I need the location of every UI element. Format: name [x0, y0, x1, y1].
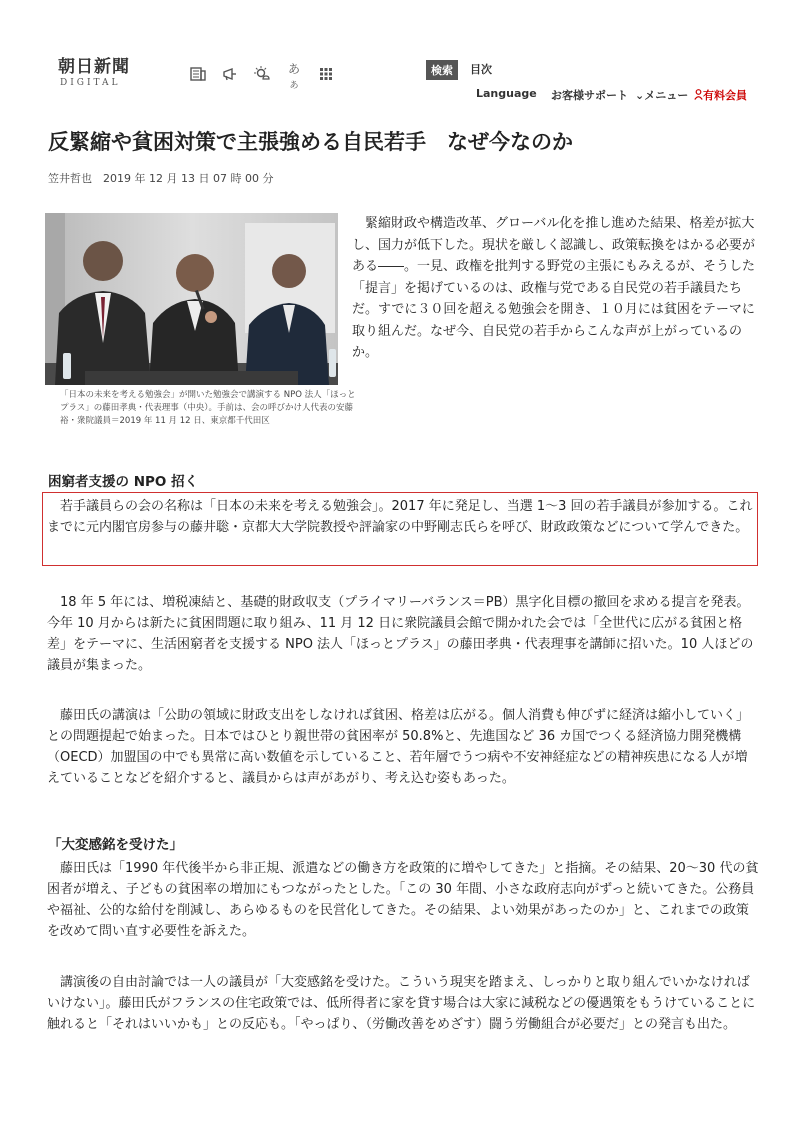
article-byline: 笠井哲也 2019 年 12 月 13 日 07 時 00 分 — [48, 172, 274, 185]
site-logo[interactable] — [58, 52, 130, 88]
section-heading-npo: 困窮者支援の NPO 招く — [48, 474, 199, 490]
toc-link[interactable]: 目次 — [470, 63, 492, 76]
photo-caption: 「日本の未来を考える勉強会」が開いた勉強会で講演する NPO 法人「ほっとプラス」の藤田孝典・代表理事（中央）。手前は、会の呼びかけ人代表の安藤裕・衆院議員＝2019 年 11 月 12 日、東京都千代田区 — [60, 390, 356, 426]
article-lead — [352, 213, 757, 364]
section-heading-impressed: 「大変感銘を受けた」 — [48, 837, 183, 853]
lead-indent — [352, 216, 365, 231]
font-size-icon[interactable]: ああ — [287, 62, 300, 91]
megaphone-icon[interactable] — [222, 67, 238, 85]
weather-icon[interactable] — [254, 66, 270, 86]
paragraph-4-text: 藤田氏は「1990 年代後半から非正規、派遣などの働き方を政策的に増やしてきた」と指摘。その結果、20～30 代の貧困者が増え、子どもの貧困率の増加にもつながったとした。「この 30 年間、小さな政府志向がずっと続いてきた。公務員や福祉、公的な給付を削減し、あらゆるものを民営化してきた。その結果、よい効果があったのか」と、これまでの政策を改めて問い直す必要性を訴えた。 — [47, 861, 759, 939]
member-link[interactable] — [694, 87, 747, 103]
grid-icon[interactable] — [318, 67, 334, 85]
newspaper-icon[interactable] — [190, 67, 206, 85]
person-icon — [694, 89, 703, 100]
member-label: 有料会員 — [703, 89, 747, 102]
toolbar-icons — [190, 60, 334, 91]
logo-japanese: 朝日新聞 — [58, 57, 130, 77]
paragraph-5 — [47, 972, 760, 1035]
paragraph-1-text: 若手議員らの会の名称は「日本の未来を考える勉強会」。2017 年に発足し、当選 1～3 回の若手議員が参加する。これまでに元内閣官房参与の藤井聡・京都大大学院教授や評論家の中野剛志氏らを呼び、財政政策などについて学んできた。 — [47, 499, 753, 535]
article-photo — [45, 213, 338, 385]
lead-text: 緊縮財政や構造改革、グローバル化を推し進めた結果、格差が拡大し、国力が低下した。現状を厳しく認識し、政策転換をはかる必要がある――。一見、政権を批判する野党の主張にもみえるが、そうした「提言」を掲げているのは、政権与党である自民党の若手議員たちだ。すでに３０回を超える勉強会を開き、１０月には貧困をテーマに取り組んだ。なぜ今、自民党の若手からこんな声が上がっているのか。 — [352, 216, 756, 360]
paragraph-4 — [47, 858, 760, 942]
paragraph-5-text: 講演後の自由討論では一人の議員が「大変感銘を受けた。こういう現実を踏まえ、しっかりと取り組んでいかなければいけない」。藤田氏がフランスの住宅政策では、低所得者に家を貸す場合は大家に減税などの優遇策をもうけていることに触れると「それはいいかも」との反応も。「やっぱり、（労働改善をめざす）闘う労働組合が必要だ」との発言も出た。 — [47, 975, 756, 1032]
support-link[interactable]: お客様サポート — [551, 89, 628, 102]
paragraph-2-text: 18 年 5 年には、増税凍結と、基礎的財政収支（プライマリーバランス＝PB）黒字化目標の撤回を求める提言を発表。今年 10 月からは新たに貧困問題に取り組み、11 月 12 日に衆院議員会館で開かれた会では「全世代に広がる貧困と格差」をテーマに、生活困窮者を支援する NPO 法人「ほっとプラス」の藤田孝典・代表理事を講師に招いた。10 人ほどの議員が集まった。 — [47, 595, 754, 673]
paragraph-1 — [47, 496, 760, 538]
search-button[interactable]: 検索 — [426, 60, 458, 80]
menu-button[interactable]: ⌄メニュー — [635, 89, 689, 102]
paragraph-3-text: 藤田氏の講演は「公助の領域に財政支出をしなければ貧困、格差は広がる。個人消費も伸びずに経済は縮小していく」との問題提起で始まった。日本ではひとり親世帯の貧困率が 50.8%と、先進国など 36 カ国でつくる経済協力開発機構（OECD）加盟国の中でも異常に高い数値を示していること、若年層でうつ病や不安神経症などの精神疾患になる人が増えていることなどを紹介すると、議員からは声があがり、考え込む姿もあった。 — [47, 708, 750, 786]
logo-english: DIGITAL — [60, 78, 121, 88]
paragraph-3 — [47, 705, 760, 789]
paragraph-2 — [47, 592, 760, 676]
article-headline: 反緊縮や貧困対策で主張強める自民若手 なぜ今なのか — [48, 130, 573, 154]
language-link[interactable]: Language — [476, 87, 537, 100]
